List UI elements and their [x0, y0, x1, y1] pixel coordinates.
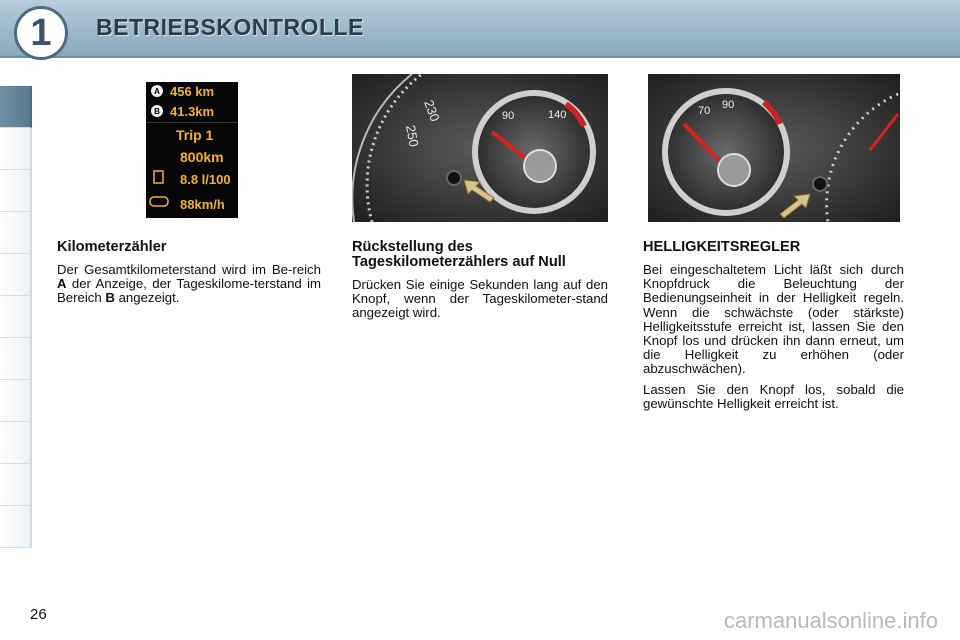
- side-tab[interactable]: [0, 296, 32, 338]
- body-text: der Anzeige, der Tageskilome-terstand im Bereich: [57, 276, 321, 306]
- side-tab-strip: [0, 66, 34, 576]
- section-paragraph-2: Lassen Sie den Knopf los, sobald die gewünschte Helligkeit erreicht ist.: [643, 381, 904, 411]
- instrument-gauge-brightness-image: [648, 74, 900, 222]
- odometer-total-value: 456 km: [170, 84, 215, 99]
- section-body: Drücken Sie einige Sekunden lang auf den Knopf, wenn der Tageskilometer-stand angezeigt wird.: [352, 277, 608, 321]
- badge-a-label: A: [154, 87, 160, 96]
- side-tab[interactable]: [0, 170, 32, 212]
- body-text: angezeigt.: [114, 290, 180, 306]
- speed-label-250: 250: [403, 123, 422, 148]
- section-heading: HELLIGKEITSREGLER: [643, 239, 801, 255]
- area-a-label: A: [57, 276, 67, 292]
- consumption-value: 8.8 l/100: [180, 172, 231, 187]
- header-divider: [0, 56, 960, 58]
- chapter-number: 1: [30, 12, 52, 54]
- needle-hub: [718, 154, 750, 186]
- side-tab[interactable]: [0, 380, 32, 422]
- instrument-gauge-trip-reset-image: [352, 74, 608, 222]
- side-tab[interactable]: [0, 254, 32, 296]
- trip-reset-button: [447, 171, 461, 185]
- side-tab[interactable]: [0, 128, 32, 170]
- dial-label-90: 90: [722, 99, 735, 111]
- watermark: carmanualsonline.info: [723, 608, 938, 633]
- area-b-label: B: [105, 290, 115, 306]
- body-text: Der Gesamtkilometerstand wird im Be-reich: [57, 262, 321, 277]
- chapter-number-badge: [14, 6, 68, 60]
- section-heading: Rückstellung des Tageskilometerzählers auf Null: [352, 239, 566, 270]
- section-body: [57, 263, 321, 306]
- trip-distance: 800km: [180, 149, 224, 165]
- side-tab[interactable]: [0, 422, 32, 464]
- brightness-button: [813, 177, 827, 191]
- side-tab-active[interactable]: [0, 86, 32, 128]
- odometer-trip-value: 41.3km: [170, 104, 215, 119]
- side-tab[interactable]: [0, 212, 32, 254]
- needle-hub: [524, 150, 556, 182]
- chapter-title: BETRIEBSKONTROLLE: [96, 14, 364, 40]
- section-helligkeitsregler: [643, 240, 904, 417]
- dial-label-90: 90: [502, 110, 515, 122]
- badge-b-label: B: [154, 107, 160, 116]
- odometer-display-image: [146, 82, 238, 218]
- dial-label-70: 70: [698, 105, 711, 117]
- speed-label-230: 230: [421, 97, 443, 124]
- section-paragraph-1: Bei eingeschaltetem Licht läßt sich durch Knopfdruck die Beleuchtung der Bedienungseinheit in der Helligkeit regeln. Wenn die schwächste (oder stärkste) Helligkeitsstufe erreicht ist, lassen Sie den Knopf los und drücken ihn dann erneut, um die Helligkeit zu erhöhen (oder abzuschwächen).: [643, 262, 904, 377]
- section-heading: Kilometerzähler: [57, 239, 167, 255]
- trip-label: Trip 1: [176, 127, 214, 143]
- section-rueckstellung: [352, 240, 608, 327]
- speed-value: 88km/h: [180, 197, 225, 212]
- gauge-dial: [668, 94, 784, 210]
- section-kilometerzaehler: [57, 240, 321, 312]
- side-tab[interactable]: [0, 338, 32, 380]
- page-number: 26: [30, 606, 47, 623]
- dial-label-140: 140: [548, 109, 567, 121]
- side-tab[interactable]: [0, 506, 32, 548]
- side-tab[interactable]: [0, 464, 32, 506]
